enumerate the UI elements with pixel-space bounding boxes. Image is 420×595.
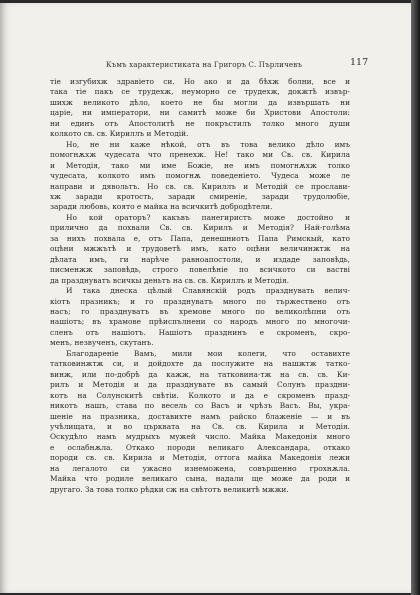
text-line: и Методія, тако ми име Божіе, не имъ помогнѫхж толко [50, 160, 350, 170]
text-line: прилично да похвали Св. св. Кирилъ и Методія? Най-голѣма [50, 223, 350, 233]
text-line: на легалото си ужасно изнеможена, совършенно грохнѫла. [50, 463, 350, 473]
text-line: сленъ отъ нашіотъ. Нашіотъ празднинъ е скроменъ, скро- [50, 327, 350, 337]
text-line: Майка что родиле великаго сына, надали ще може да роди и [50, 474, 350, 484]
text-line: рилъ и Методія и да празднувате въ самый Солунъ праздни- [50, 380, 350, 390]
text-line: татковинжтж си, и дойдохте да послужите на нашжтж татко- [50, 359, 350, 369]
text-line: да празднуватъ всичкы деньтъ на св. св. Кириллъ и Методія. [50, 275, 290, 285]
text-line: направи и дявольтъ. Но св. св. Кириллъ и Методій се прослави- [50, 181, 350, 191]
book-spine-edge [411, 0, 420, 595]
text-line: тіе изгубихж здравіето си. Но ако и да бѣхж болни, все и [50, 77, 350, 86]
text-line: другаго. За това толко рѣдки сж на свѣтотъ великитѣ мжжи. [50, 484, 289, 494]
text-line: така тіе пакъ се трудехж, неуморно се трудехж, докжтѣ извър- [50, 87, 350, 97]
text-line: дѣлата имъ, ги нарѣче равноапостоли, и издаде заповѣдь, [50, 254, 350, 264]
body-text [50, 77, 350, 495]
text-line: котъ на Солунскитѣ свѣтіи. Колкото и да е скроменъ празд- [50, 390, 350, 400]
text-line: за нихъ похвала е, отъ Папа, денешниотъ Папа Римскый, като [50, 233, 350, 243]
paragraph [50, 213, 350, 286]
text-line: насъ; го празднуватъ въ хремове много по великолѣпни отъ [50, 306, 350, 316]
text-line: заради любовь, която е майка на всичкитѣ добродѣтели. [50, 202, 273, 212]
text-line: ни единъ отъ Апостолитѣ не покръстилъ толко много души [50, 118, 350, 128]
text-line: чудесата, колкото имъ помогнѫ поведеніето. Чудеса може ле [50, 171, 350, 181]
text-line: Оскудѣло намъ мудрыхъ мужей число. Майка Македонія много [50, 432, 350, 442]
text-line: Благодареніе Вамъ, мили мои колеги, что оставихте [66, 348, 350, 358]
text-line: царіе, ни императори, ни самитѣ може би Христови Апостоли: [50, 108, 350, 118]
paragraph [50, 349, 350, 495]
text-line: И така днеска цѣлый Славянскій родъ празднувать велич- [66, 286, 350, 296]
text-line: помогнѫхж чудесата что пренехж. Не! тако ми Св. св. Кирила [50, 150, 350, 160]
text-line: шеніе на празника, доставихте намъ райско блаженіе — и въ [50, 411, 350, 421]
text-line: Но, не ни каже нѣкой, отъ въ това велико дѣло имъ [66, 139, 350, 149]
text-line: менъ, незвученъ, скутанъ. [50, 338, 154, 348]
text-line: колкото св. св. Кириллъ и Методій. [50, 129, 189, 139]
page-number: 117 [350, 57, 369, 68]
text-line: никотъ нашъ, става по весель со Васъ и чрѣзъ Васъ. Вы, укра- [50, 401, 350, 411]
text-line: винж, или по-добрѣ да кажж, на татковина-тж на св. св. Ки- [50, 369, 350, 379]
paragraph [50, 140, 350, 213]
text-line: породи св. св. Кирила и Методія, оттога майка Македонія лежи [50, 453, 350, 463]
text-line: нашіотъ; въ храмове прѣиспълнени со народъ много по многочи- [50, 317, 350, 327]
text-line: Но кой ораторъ? какъвъ панегиристъ може достойно и [66, 212, 350, 222]
text-line: оцѣни мжжътѣ и трудоветѣ имъ, като оцѣни величинжтж на [50, 244, 350, 254]
text-line: е ослабнѫла. Откако породи великаго Александара, откако [50, 442, 350, 452]
page-sheet [0, 3, 411, 593]
text-line: учѣлищата, и во църквата на Св. св. Кирила и Методія. [50, 421, 350, 431]
paragraph [50, 77, 350, 140]
text-line: хж заради кротость, заради смиреніе, заради трудолюбіе, [50, 191, 350, 201]
text-line: шихж великото дѣло, което не бы могли да извършать ни [50, 97, 350, 107]
text-line: кіотъ празникъ; и го празднуватъ много по тържествено отъ [50, 296, 350, 306]
running-head: Къмъ характеристиката на Григоръ С. Пърличевъ [106, 60, 303, 69]
text-line: писменжж заповѣдь, строго повелѣніе по всичкото си вастві [50, 265, 350, 275]
paragraph [50, 286, 350, 349]
